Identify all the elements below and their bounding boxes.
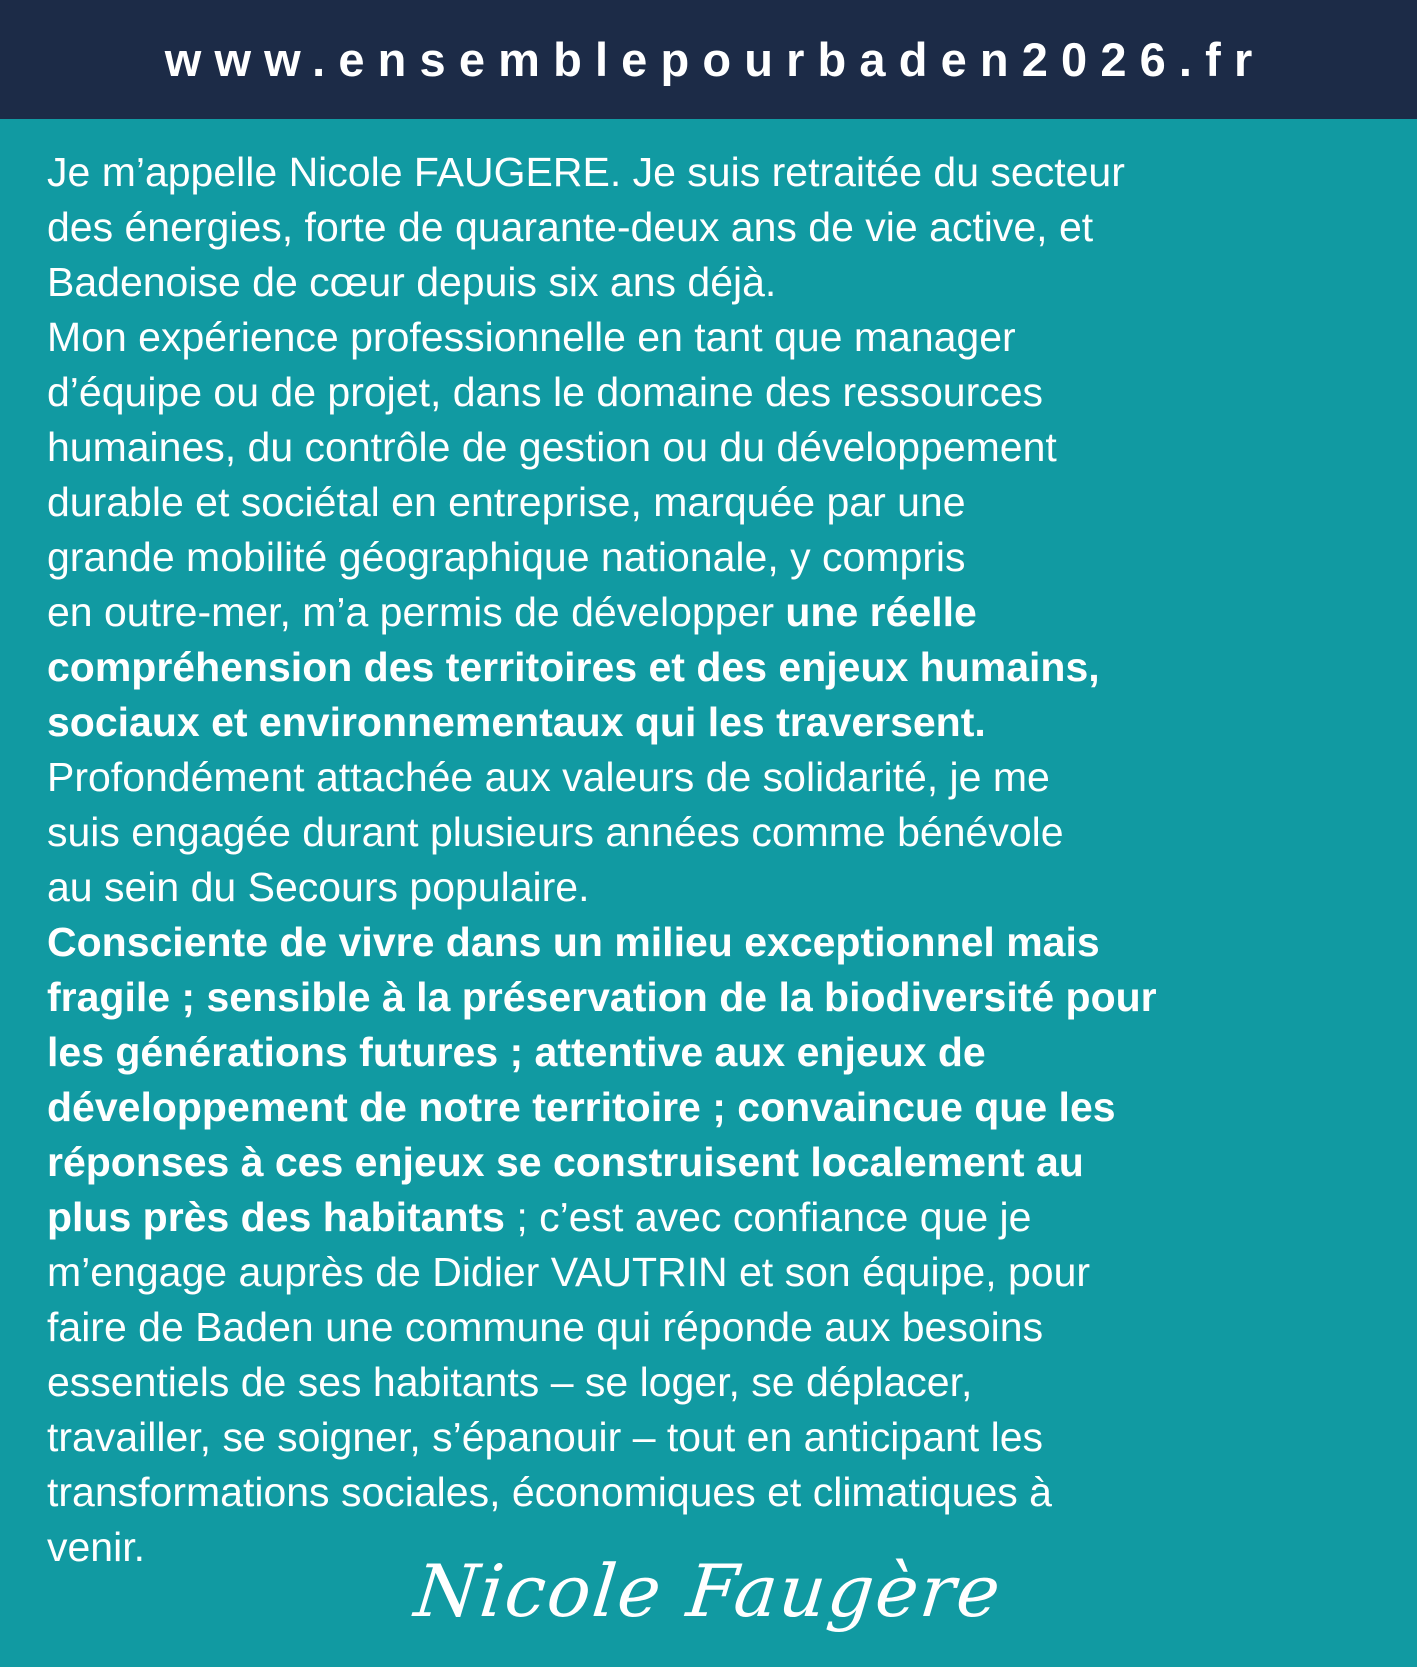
body-line-segment: travailler, se soigner, s’épanouir – tout en anticipant les bbox=[47, 1414, 1043, 1460]
body-line bbox=[47, 1025, 1377, 1080]
body-line-segment: Je m’appelle Nicole FAUGERE. Je suis retraitée du secteur bbox=[47, 149, 1125, 195]
body-line-segment: une réelle bbox=[785, 589, 977, 635]
body-line bbox=[47, 640, 1377, 695]
body-line-segment: plus près des habitants bbox=[47, 1194, 505, 1240]
body-line-segment: au sein du Secours populaire. bbox=[47, 864, 590, 910]
signature: Nicole Faugère bbox=[410, 1549, 1007, 1633]
body-line-segment: Badenoise de cœur depuis six ans déjà. bbox=[47, 259, 777, 305]
body-line-segment: suis engagée durant plusieurs années comme bénévole bbox=[47, 809, 1064, 855]
body-line-segment: sociaux et environnementaux qui les traversent. bbox=[47, 699, 986, 745]
body-line bbox=[47, 1410, 1377, 1465]
body-line-segment: réponses à ces enjeux se construisent localement au bbox=[47, 1139, 1084, 1185]
body-line-segment: m’engage auprès de Didier VAUTRIN et son équipe, pour bbox=[47, 1249, 1091, 1295]
body-line bbox=[47, 970, 1377, 1025]
body-line bbox=[47, 1300, 1377, 1355]
body-line-segment: durable et sociétal en entreprise, marquée par une bbox=[47, 479, 966, 525]
body-line bbox=[47, 695, 1377, 750]
body-line bbox=[47, 1190, 1377, 1245]
body-line-segment: des énergies, forte de quarante-deux ans de vie active, et bbox=[47, 204, 1094, 250]
body-line-segment: grande mobilité géographique nationale, y compris bbox=[47, 534, 966, 580]
body-line bbox=[47, 530, 1377, 585]
body-line-segment: fragile ; sensible à la préservation de la biodiversité pour bbox=[47, 974, 1157, 1020]
body-line bbox=[47, 1245, 1377, 1300]
body-line bbox=[47, 915, 1377, 970]
body-line bbox=[47, 750, 1377, 805]
body-line-segment: venir. bbox=[47, 1524, 145, 1570]
body-line bbox=[47, 145, 1377, 200]
body-line-segment: compréhension des territoires et des enjeux humains, bbox=[47, 644, 1100, 690]
body-line bbox=[47, 805, 1377, 860]
body-line bbox=[47, 420, 1377, 475]
body-line-segment: humaines, du contrôle de gestion ou du développement bbox=[47, 424, 1057, 470]
body-line-segment: Mon expérience professionnelle en tant que manager bbox=[47, 314, 1016, 360]
body-line-segment: Profondément attachée aux valeurs de solidarité, je me bbox=[47, 754, 1050, 800]
body-line bbox=[47, 860, 1377, 915]
body-line bbox=[47, 585, 1377, 640]
body-line bbox=[47, 1465, 1377, 1520]
body-line-segment: Consciente de vivre dans un milieu exceptionnel mais bbox=[47, 919, 1100, 965]
body-line-segment: faire de Baden une commune qui réponde aux besoins bbox=[47, 1304, 1044, 1350]
website-url: www.ensemblepourbaden2026.fr bbox=[164, 33, 1266, 86]
body-line-segment: ; c’est avec confiance que je bbox=[504, 1194, 1032, 1240]
header-banner bbox=[0, 0, 1417, 119]
body-line-segment: d’équipe ou de projet, dans le domaine des ressources bbox=[47, 369, 1044, 415]
body-line-segment: en outre-mer, m’a permis de développer bbox=[47, 589, 786, 635]
body-line bbox=[47, 365, 1377, 420]
body-line bbox=[47, 475, 1377, 530]
body-line bbox=[47, 1135, 1377, 1190]
body-line-segment: essentiels de ses habitants – se loger, se déplacer, bbox=[47, 1359, 973, 1405]
body-line bbox=[47, 310, 1377, 365]
body-line-segment: transformations sociales, économiques et climatiques à bbox=[47, 1469, 1052, 1515]
body-line-segment: les générations futures ; attentive aux enjeux de bbox=[47, 1029, 986, 1075]
body-line-segment: développement de notre territoire ; convaincue que les bbox=[47, 1084, 1116, 1130]
body-text bbox=[0, 119, 1417, 1575]
body-line bbox=[47, 1080, 1377, 1135]
body-line bbox=[47, 200, 1377, 255]
body-line bbox=[47, 1355, 1377, 1410]
body-line bbox=[47, 255, 1377, 310]
